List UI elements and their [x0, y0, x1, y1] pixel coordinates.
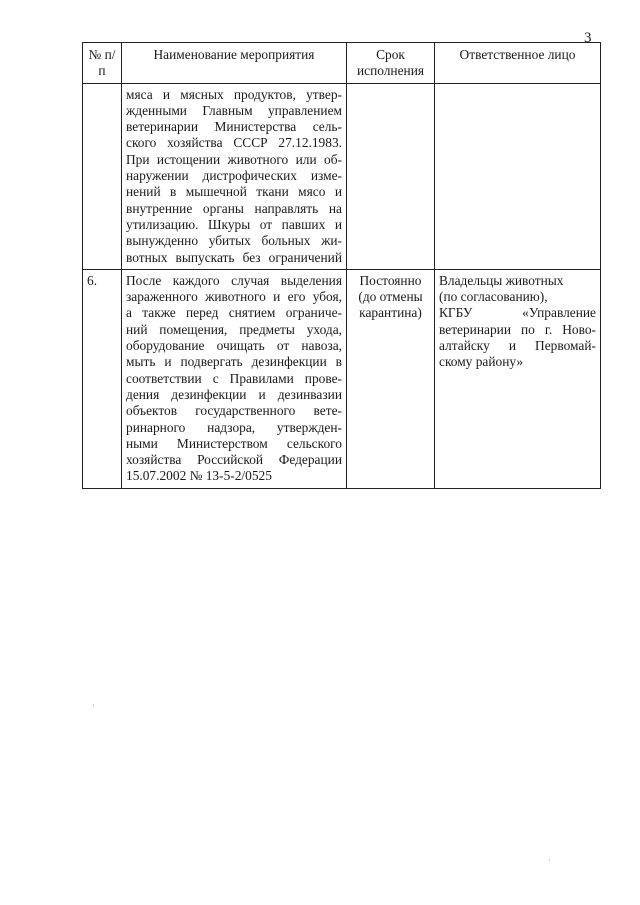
- term-text-line: карантина): [359, 305, 422, 321]
- responsible-text-line: (по согласованию),: [439, 289, 548, 305]
- measure-text-line: утилизацию. Шкуры от павших и: [126, 216, 342, 232]
- responsible-text-line: Владельцы животных: [439, 272, 564, 288]
- measure-text-line: ными Министерством сельского: [126, 435, 342, 451]
- scan-speck: ·: [92, 700, 95, 710]
- measure-text-line: При истощении животного или об-: [126, 151, 342, 167]
- table-row-continuation: [83, 83, 601, 269]
- term-text-line: Постоянно: [359, 272, 422, 288]
- measure-name-cell: [122, 269, 347, 488]
- measure-text-line: ветеринарии Министерства сель-: [126, 119, 342, 135]
- measure-text-line: объектов государственного вете-: [126, 403, 342, 419]
- table-header: [83, 43, 601, 84]
- measure-text-line: внутренние органы направлять на: [126, 200, 342, 216]
- measure-text-line: хозяйства Российской Федерации: [126, 452, 342, 468]
- row-number-cell: [83, 83, 122, 269]
- measure-text-line: а также перед снятием ограниче-: [126, 305, 342, 321]
- responsible-text-line: алтайску и Первомай-: [439, 338, 596, 354]
- measure-text-line: После каждого случая выделения: [126, 272, 342, 288]
- measure-text-line: оборудование очищать от навоза,: [126, 338, 342, 354]
- measure-text-line: мыть и подвергать дезинфекции в: [126, 354, 342, 370]
- row-number-cell: 6.: [83, 269, 122, 488]
- term-cell: [347, 269, 435, 488]
- responsible-text-line: ветеринарии по г. Ново-: [439, 321, 596, 337]
- measure-text-line: мяса и мясных продуктов, утвер-: [126, 86, 342, 102]
- scan-speck: ·: [548, 855, 551, 865]
- measure-text-line: зараженного животного и его убоя,: [126, 289, 342, 305]
- measure-text-line: вынужденно убитых больных жи-: [126, 233, 342, 249]
- measure-text-line: ний помещения, предметы ухода,: [126, 321, 342, 337]
- table-row-6: [83, 269, 601, 488]
- term-text-line: (до отмены: [358, 289, 423, 305]
- page-number: 3: [584, 30, 592, 46]
- measure-text-line: вотных выпускать без ограничений: [126, 249, 342, 265]
- measure-text-line: ринарного надзора, утвержден-: [126, 419, 342, 435]
- measure-name-cell: [122, 83, 347, 269]
- measure-text-line: нений в мышечной ткани мясо и: [126, 184, 342, 200]
- header-term: Срок исполнения: [347, 43, 435, 84]
- measure-text-line: жденными Главным управлением: [126, 102, 342, 118]
- measure-text-line: соответствии с Правилами прове-: [126, 370, 342, 386]
- header-row: [83, 43, 601, 84]
- responsible-cell: [435, 269, 601, 488]
- measure-text-line: ского хозяйства СССР 27.12.1983.: [126, 135, 342, 151]
- measures-table: [82, 42, 601, 489]
- measure-text-line: 15.07.2002 № 13-5-2/0525: [126, 468, 272, 484]
- responsible-cell: [435, 83, 601, 269]
- header-responsible: Ответственное лицо: [435, 43, 601, 84]
- measure-text-line: наружении дистрофических изме-: [126, 168, 342, 184]
- header-name: Наименование мероприятия: [122, 43, 347, 84]
- responsible-text-line: КГБУ «Управление: [439, 305, 596, 321]
- responsible-text-line: скому району»: [439, 354, 524, 370]
- term-cell: [347, 83, 435, 269]
- measure-text-line: дения дезинфекции и дезинвазии: [126, 386, 342, 402]
- header-number: № п/п: [83, 43, 122, 84]
